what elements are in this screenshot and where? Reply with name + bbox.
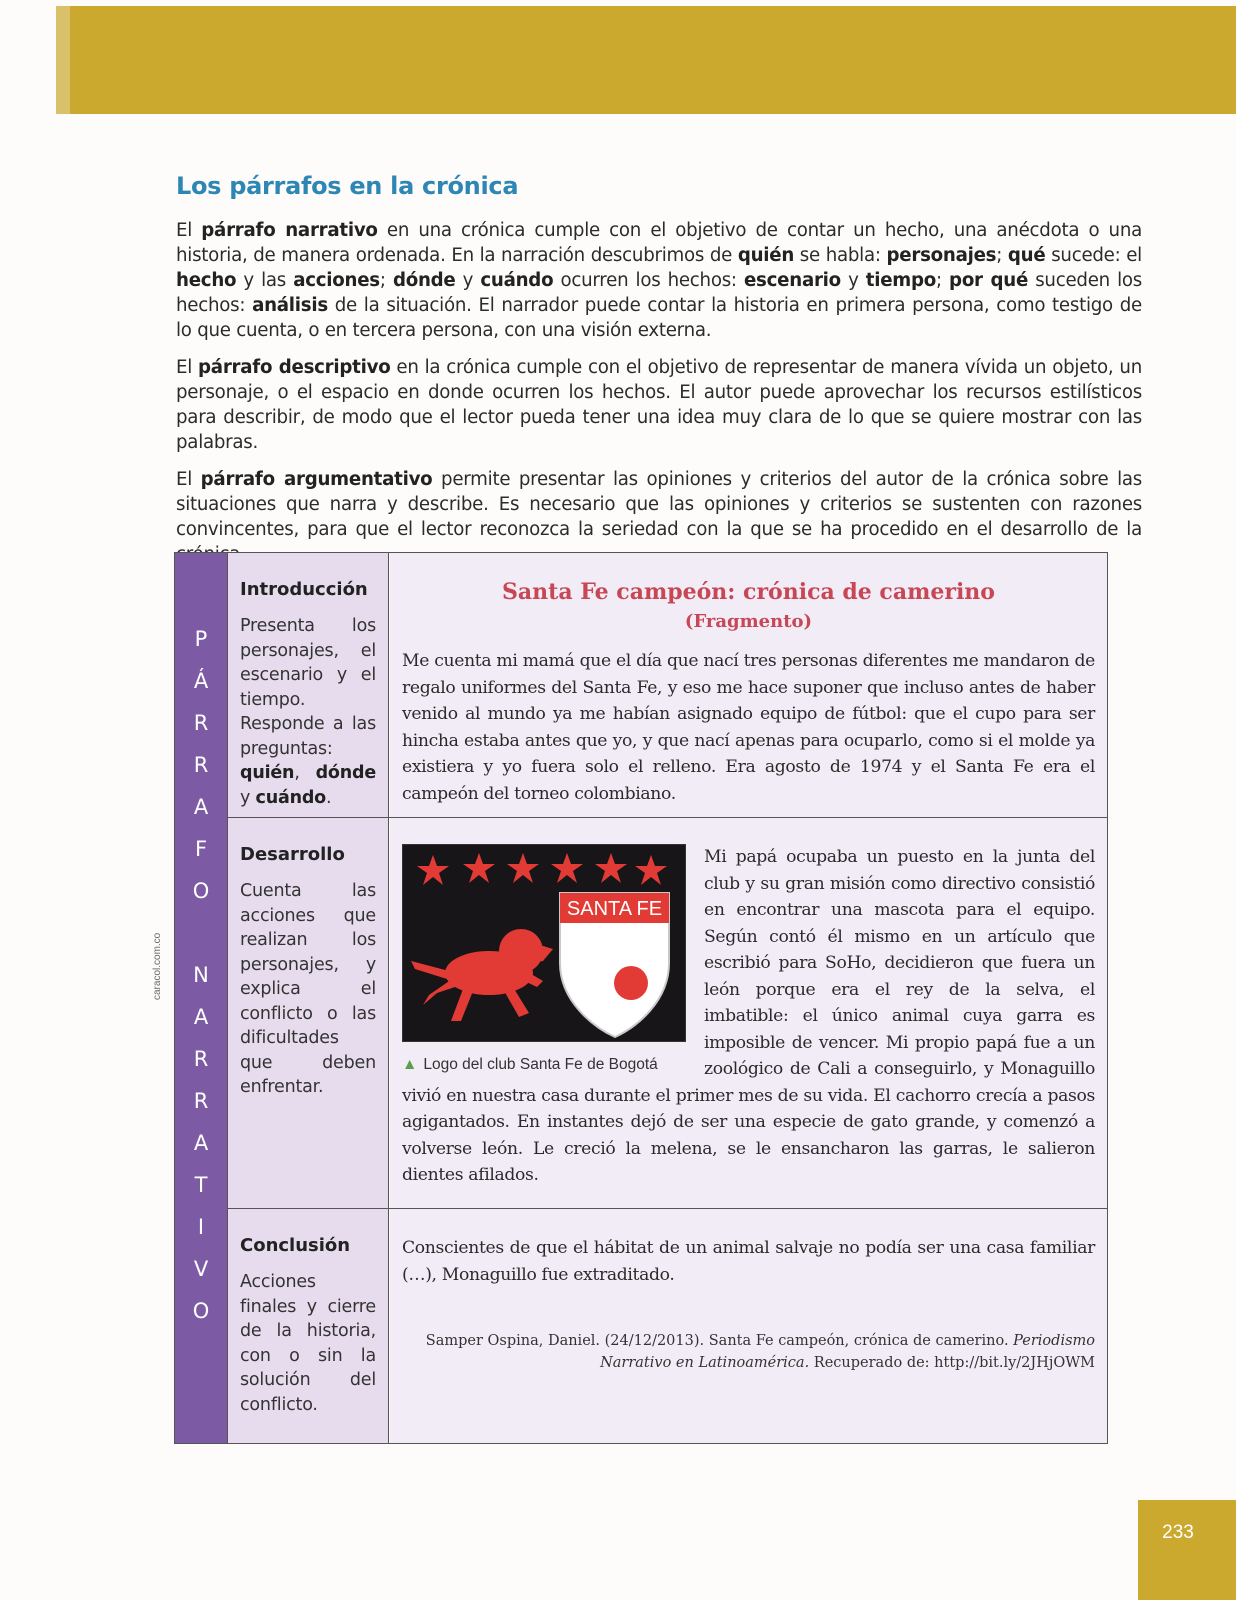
vertical-label-letter: A bbox=[193, 1131, 209, 1155]
chronicle-development-text: Mi papá ocupaba un puesto en la junta del club y su gran misión como directivo consistió en encontrar una mascota para el equipo. Según contó él mismo en un artículo que escribió para SoHo, decidieron que fuera un león porque era el rey de la selva, el imbatible: el único animal cuya garra es imposible de vencer. Mi propio papá fue a un zoológico de Cali a conseguirlo, y Monaguillo vivió en nuestra casa durante el primer mes de su vida. El cachorro crecía a pasos agigantados. En instantes dejó de ser una especie de gato grande, y comenzó a volverse león. Le creció la melena, se le ensancharon las garras, le salieron dientes afilados. bbox=[402, 847, 1095, 1185]
vertical-label-letter: A bbox=[193, 795, 209, 819]
chronicle-intro-text: Me cuenta mi mamá que el día que nací tres personas diferentes me mandaron de regalo uniformes del Santa Fe, y eso me hace suponer que incluso antes de haber venido al mundo ya me habían asignado equipo de fútbol: que el cupo para ser hincha estaba antes que yo, y que nací apenas para ocuparlo, como si el molde ya existiera y yo fuera solo el relleno. Era agosto de 1974 y el Santa Fe era el campeón del torneo colombiano. bbox=[402, 651, 1095, 804]
page-number-box bbox=[1138, 1500, 1236, 1600]
argumentative-paragraph: El párrafo argumentativo permite presentar las opiniones y criterios del autor de la crónica sobre las situaciones que narra y describe. Es necesario que las opiniones y criterios se sustenten con razones convincentes, para que el lector reconozca la seriedad con la que se ha procedido en el desarrollo de la bbox=[176, 469, 1143, 540]
chronicle-conclusion-text: Conscientes de que el hábitat de un animal salvaje no podía ser una casa familiar (…), Monaguillo fue extraditado. bbox=[402, 1238, 1095, 1285]
vertical-label-letter: R bbox=[193, 1089, 209, 1113]
vertical-label-letter: T bbox=[194, 1173, 208, 1197]
part-description: Presenta los personajes, el escenario y el tiempo. Responde a las preguntas: quién, dónde y cuándo. bbox=[240, 616, 376, 808]
intro-text bbox=[176, 218, 1142, 579]
chronicle-structure-table bbox=[174, 552, 1108, 1444]
row-conclusion bbox=[228, 1209, 1107, 1443]
vertical-label-letter: F bbox=[194, 837, 208, 861]
vertical-label-letter: R bbox=[193, 753, 209, 777]
triangle-icon: ▲ bbox=[402, 1056, 418, 1073]
santa-fe-logo-image bbox=[402, 844, 686, 1042]
part-description: Acciones finales y cierre de la historia, con o sin la solución del conflicto. bbox=[240, 1272, 376, 1415]
vertical-label-letter: O bbox=[192, 1299, 210, 1323]
part-title: Conclusión bbox=[240, 1235, 351, 1256]
vertical-label-letter: N bbox=[193, 963, 209, 987]
side-credit: caracol.com.co bbox=[152, 932, 163, 1000]
vertical-label-letter: V bbox=[193, 1257, 209, 1281]
vertical-label-letter: Á bbox=[193, 669, 209, 693]
part-cell-development bbox=[228, 818, 389, 1208]
part-title: Introducción bbox=[240, 579, 368, 600]
part-description: Cuenta las acciones que realizan los personajes, y explica el conflicto o las dificultades que deben enfrentar. bbox=[240, 881, 376, 1097]
part-cell-introduction bbox=[228, 553, 389, 817]
text-cell-conclusion bbox=[390, 1209, 1107, 1443]
section-title: Los párrafos en la crónica bbox=[176, 172, 519, 200]
chronicle-title: Santa Fe campeón: crónica de camerino bbox=[502, 579, 995, 605]
vertical-label-column bbox=[175, 553, 228, 1443]
text-cell-introduction bbox=[390, 553, 1107, 817]
logo-figure bbox=[402, 844, 692, 1074]
vertical-label-letter: P bbox=[194, 627, 208, 651]
row-introduction bbox=[228, 553, 1107, 818]
row-development bbox=[228, 818, 1107, 1209]
svg-text:SANTA FE: SANTA FE bbox=[566, 898, 663, 920]
vertical-label-letter: R bbox=[193, 711, 209, 735]
top-color-band bbox=[66, 6, 1236, 114]
santa-fe-crest-icon bbox=[403, 845, 685, 1041]
vertical-label-letter: R bbox=[193, 1047, 209, 1071]
text-cell-development bbox=[390, 818, 1107, 1208]
narrative-paragraph: El párrafo narrativo en una crónica cumple con el objetivo de contar un hecho, una anécdota o una historia, de manera ordenada. En la narración descubrimos de quién se habla: personajes; qué sucede: el hecho y las acciones; dónde y cuándo ocurren los hechos: escenario y tiempo; por qué suceden los hechos: análisis de la situación. El narrador puede contar la historia en primera persona, como testigo de lo que cuenta, o en tercera persona, con una visión externa. bbox=[176, 220, 1142, 341]
part-title: Desarrollo bbox=[240, 844, 345, 865]
band-edge bbox=[56, 6, 70, 114]
descriptive-paragraph: El párrafo descriptivo en la crónica cumple con el objetivo de representar de manera vívida un objeto, un personaje, o el espacio en donde ocurren los hechos. El autor puede aprovechar los recursos estilísticos para describir, de modo que el lector pueda tener una idea muy clara de lo que se quiere mostrar con las palabras. bbox=[176, 357, 1142, 453]
logo-caption: ▲ Logo del club Santa Fe de Bogotá bbox=[402, 1056, 658, 1073]
vertical-label-letter: O bbox=[192, 879, 210, 903]
vertical-label-letter: I bbox=[197, 1215, 205, 1239]
source-citation: Samper Ospina, Daniel. (24/12/2013). Santa Fe campeón, crónica de camerino. Periodismo Narrativo en Latinoamérica. Recuperado de: http://bit.ly/2JHjOWM bbox=[425, 1333, 1095, 1371]
vertical-label-letter: A bbox=[193, 1005, 209, 1029]
chronicle-subtitle: (Fragmento) bbox=[684, 611, 813, 632]
part-cell-conclusion bbox=[228, 1209, 389, 1443]
page-number: 233 bbox=[1162, 1522, 1194, 1543]
